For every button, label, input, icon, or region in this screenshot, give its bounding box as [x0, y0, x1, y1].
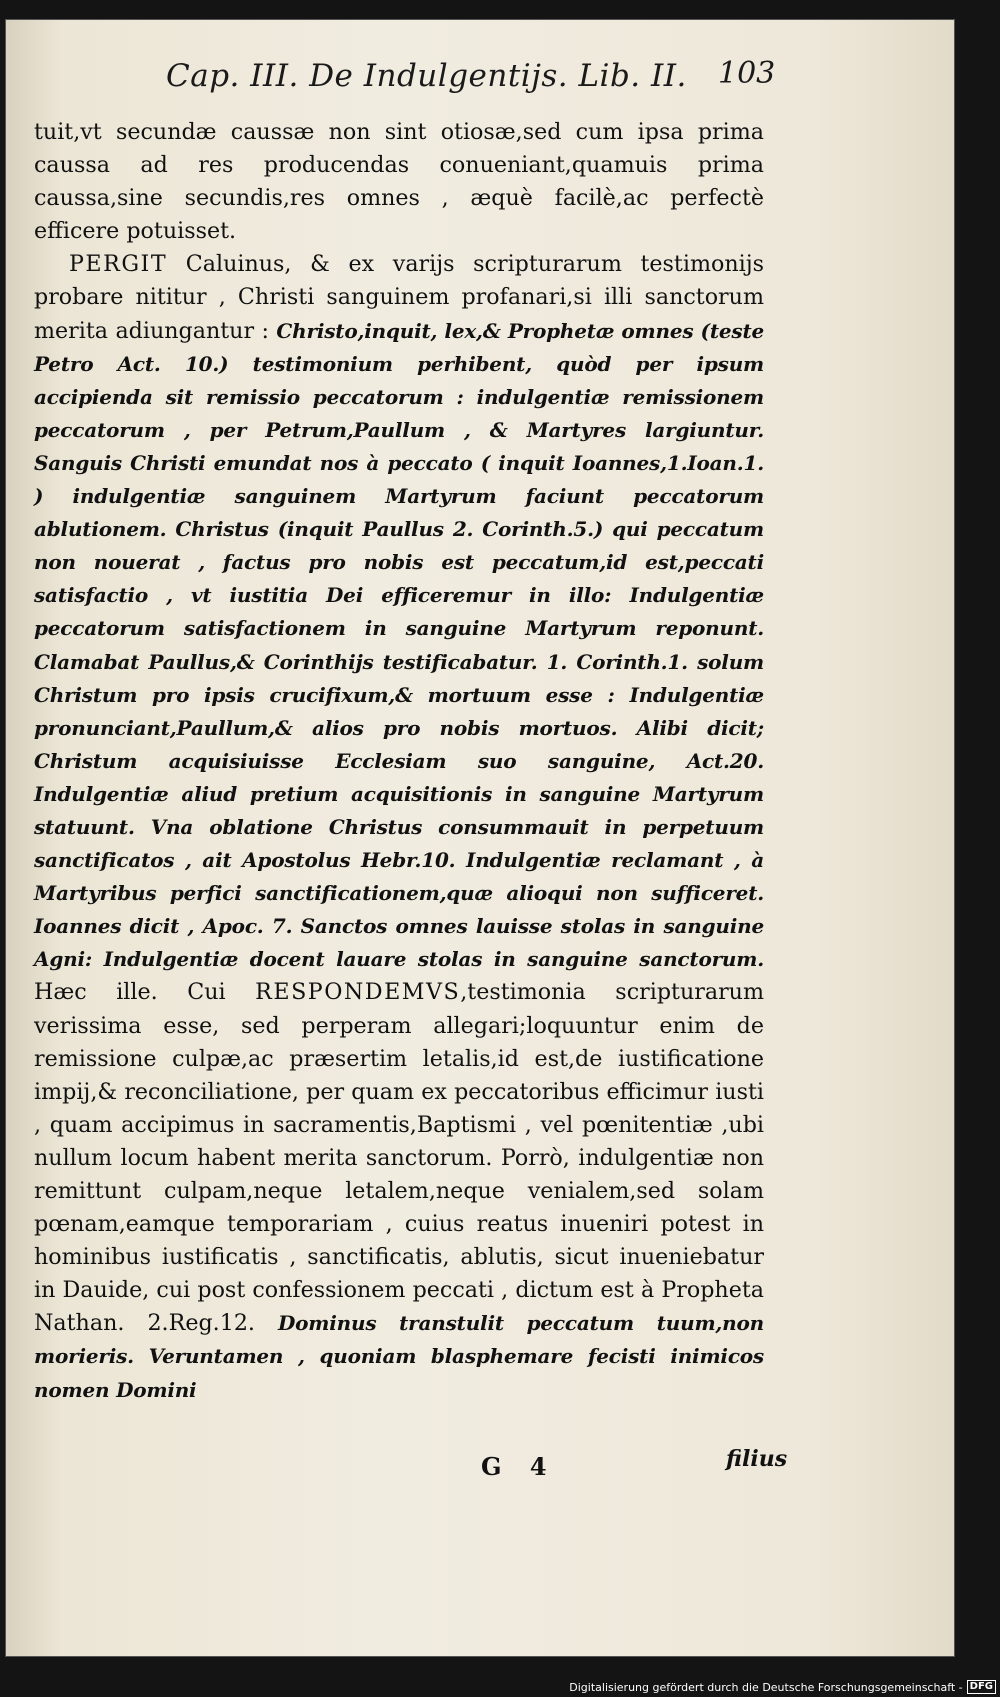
paragraph-lead-word: PERGIT — [69, 251, 168, 278]
respondemus-word: RESPONDEMVS — [255, 979, 461, 1006]
body-text — [34, 116, 764, 1407]
calvin-quotation: Christo,inquit, lex,& Prophetæ omnes (teste Petro Act. 10.) testimonium perhibent, quòd per ipsum accipienda sit remissio peccatorum : indulgentiæ remissionem peccatorum , per Petrum,Paullum , & Martyres largiuntur. Sanguis Christi emundat nos à peccato ( inquit Ioannes,1.Ioan.1. ) indulgentiæ sanguinem Martyrum faciunt peccatorum ablutionem. Christus (inquit Paullus 2. Corinth.5.) qui peccatum non nouerat , factus pro nobis est peccatum,id est,peccati satisfactio , vt iustitia Dei efficeremur in illo: Indulgentiæ peccatorum satisfactionem in sanguine Martyrum reponunt. Clamabat Paullus,& Corinthijs testificabatur. 1. Corinth.1. solum Christum pro ipsis crucifixum,& mortuum esse : Indulgentiæ pronunciant,Paullum,& alios pro nobis mortuos. Alibi dicit; Christum acquisiuisse Ecclesiam suo sanguine, Act.20. Indulgentiæ aliud pretium acquisitionis in sanguine Martyrum statuunt. Vna oblatione Christus consummauit in perpetuum sanctificatos , ait Apostolus Hebr.10. Indulgentiæ reclamant , à Martyribus perfici sanctificationem,quæ alioqui non sufficeret. Ioannes dicit , Apoc. 7. Sanctos omnes lauisse stolas in sanguine Agni: Indulgentiæ docent lauare stolas in sanguine sanctorum. — [34, 318, 765, 972]
gathering-signature: G 4 — [481, 1452, 557, 1481]
book-page — [6, 20, 954, 1656]
scripture-quotation: Dominus transtulit peccatum tuum,non morieris. Veruntamen , quoniam blasphemare fecisti inimicos nomen Domini — [34, 1311, 764, 1402]
paragraph-pergit — [34, 248, 764, 1406]
catchword: filius — [726, 1446, 788, 1472]
page-number: 103 — [718, 56, 776, 91]
credit-text: Digitalisierung gefördert durch die Deutsche Forschungsgemeinschaft - — [569, 1680, 963, 1694]
digitization-credit — [569, 1680, 996, 1694]
dfg-logo: DFG — [967, 1680, 996, 1694]
paragraph-text: ,testimonia scripturarum verissima esse, sed perperam allegari;loquuntur enim de remissione culpæ,ac præsertim letalis,id est,de iustificatione impij,& reconciliatione, per quam ex peccatoribus efficimur iusti , quam accipimus in sacramentis,Baptismi , vel pœnitentiæ ,ubi nullum locum habent merita sanctorum. Porrò, indulgentiæ non remittunt culpam,neque letalem,neque venialem,sed solam pœnam,eamque temporariam , cuius reatus inueniri potest in hominibus iustificatis , sanctificatis, ablutis, sicut inueniebatur in Dauide, cui post confessionem peccati , dictum est à Propheta Nathan. 2.Reg.12. — [34, 979, 765, 1337]
paragraph-continuation: tuit,vt secundæ caussæ non sint otiosæ,sed cum ipsa prima caussa ad res producendas conueniant,quamuis prima caussa,sine secundis,res omnes , æquè facilè,ac perfectè efficere potuisset. — [34, 119, 764, 245]
paragraph-text: Hæc ille. Cui — [34, 979, 256, 1006]
paragraph-text: Caluinus, & ex varijs scripturarum testimonijs probare nititur , Christi sanguinem profanari,si illi sanctorum merita adiungantur : — [34, 251, 764, 344]
running-title: Cap. III. De Indulgentijs. Lib. II. — [166, 58, 687, 94]
